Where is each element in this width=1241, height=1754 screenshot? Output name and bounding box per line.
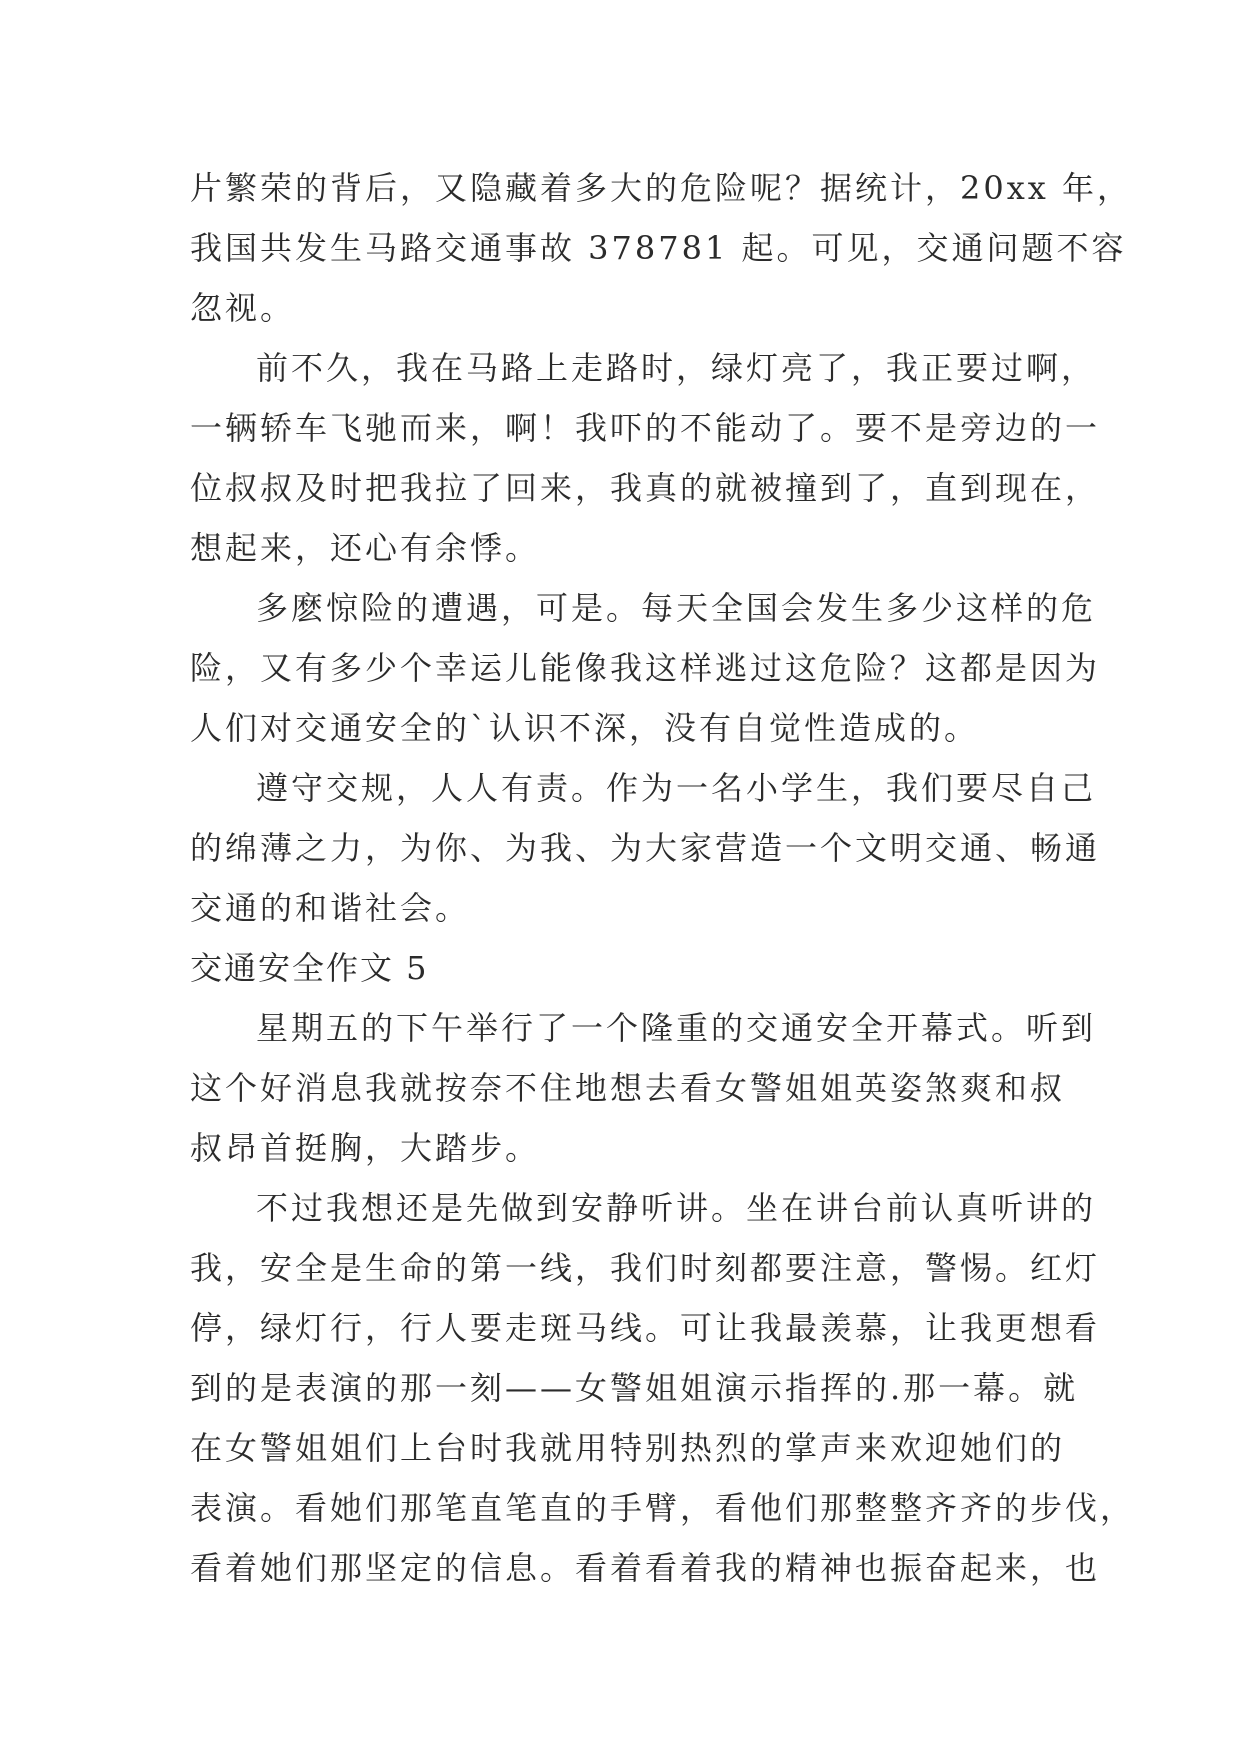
text-line: 多麽惊险的遭遇，可是。每天全国会发生多少这样的危 [256,589,1097,627]
paragraph [190,158,1132,338]
text-line: 叔昂首挺胸，大踏步。 [190,1129,541,1167]
text-line: 表演。看她们那笔直笔直的手臂，看他们那整整齐齐的步伐， [190,1489,1136,1527]
text-line: 停，绿灯行，行人要走斑马线。可让我最羡慕，让我更想看 [190,1309,1101,1347]
text-line: 不过我想还是先做到安静听讲。坐在讲台前认真听讲的 [256,1189,1097,1227]
text-line: 位叔叔及时把我拉了回来，我真的就被撞到了，直到现在， [190,469,1101,507]
text-line: 险，又有多少个幸运儿能像我这样逃过这危险？这都是因为 [190,649,1101,687]
text-line: 片繁荣的背后，又隐藏着多大的危险呢？据统计，20xx 年， [190,169,1132,207]
text-line: 前不久，我在马路上走路时，绿灯亮了，我正要过啊， [256,349,1097,387]
paragraph [190,578,1101,758]
paragraph [190,338,1101,578]
text-line: 在女警姐姐们上台时我就用特别热烈的掌声来欢迎她们的 [190,1429,1066,1467]
text-line: 看着她们那坚定的信息。看着看着我的精神也振奋起来，也 [190,1549,1101,1587]
heading-text: 交通安全作文 5 [190,949,429,987]
text-line: 星期五的下午举行了一个隆重的交通安全开幕式。听到 [256,1009,1097,1047]
section-heading [190,938,1050,998]
text-line: 交通的和谐社会。 [190,889,471,927]
text-line: 人们对交通安全的`认识不深，没有自觉性造成的。 [190,709,980,747]
paragraph [190,758,1101,938]
text-line: 到的是表演的那一刻——女警姐姐演示指挥的.那一幕。就 [190,1369,1079,1407]
text-line: 我国共发生马路交通事故 378781 起。可见，交通问题不容 [190,229,1127,267]
document-body [190,158,1136,1598]
text-line: 忽视。 [190,289,296,327]
text-line: 我，安全是生命的第一线，我们时刻都要注意，警惕。红灯 [190,1249,1101,1287]
text-line: 这个好消息我就按奈不住地想去看女警姐姐英姿煞爽和叔 [190,1069,1066,1107]
text-line: 遵守交规，人人有责。作为一名小学生，我们要尽自己 [256,769,1097,807]
text-line: 的绵薄之力，为你、为我、为大家营造一个文明交通、畅通 [190,829,1101,867]
text-line: 一辆轿车飞驰而来，啊！我吓的不能动了。要不是旁边的一 [190,409,1101,447]
paragraph [190,998,1097,1178]
paragraph [190,1178,1136,1598]
text-line: 想起来，还心有余悸。 [190,529,541,567]
